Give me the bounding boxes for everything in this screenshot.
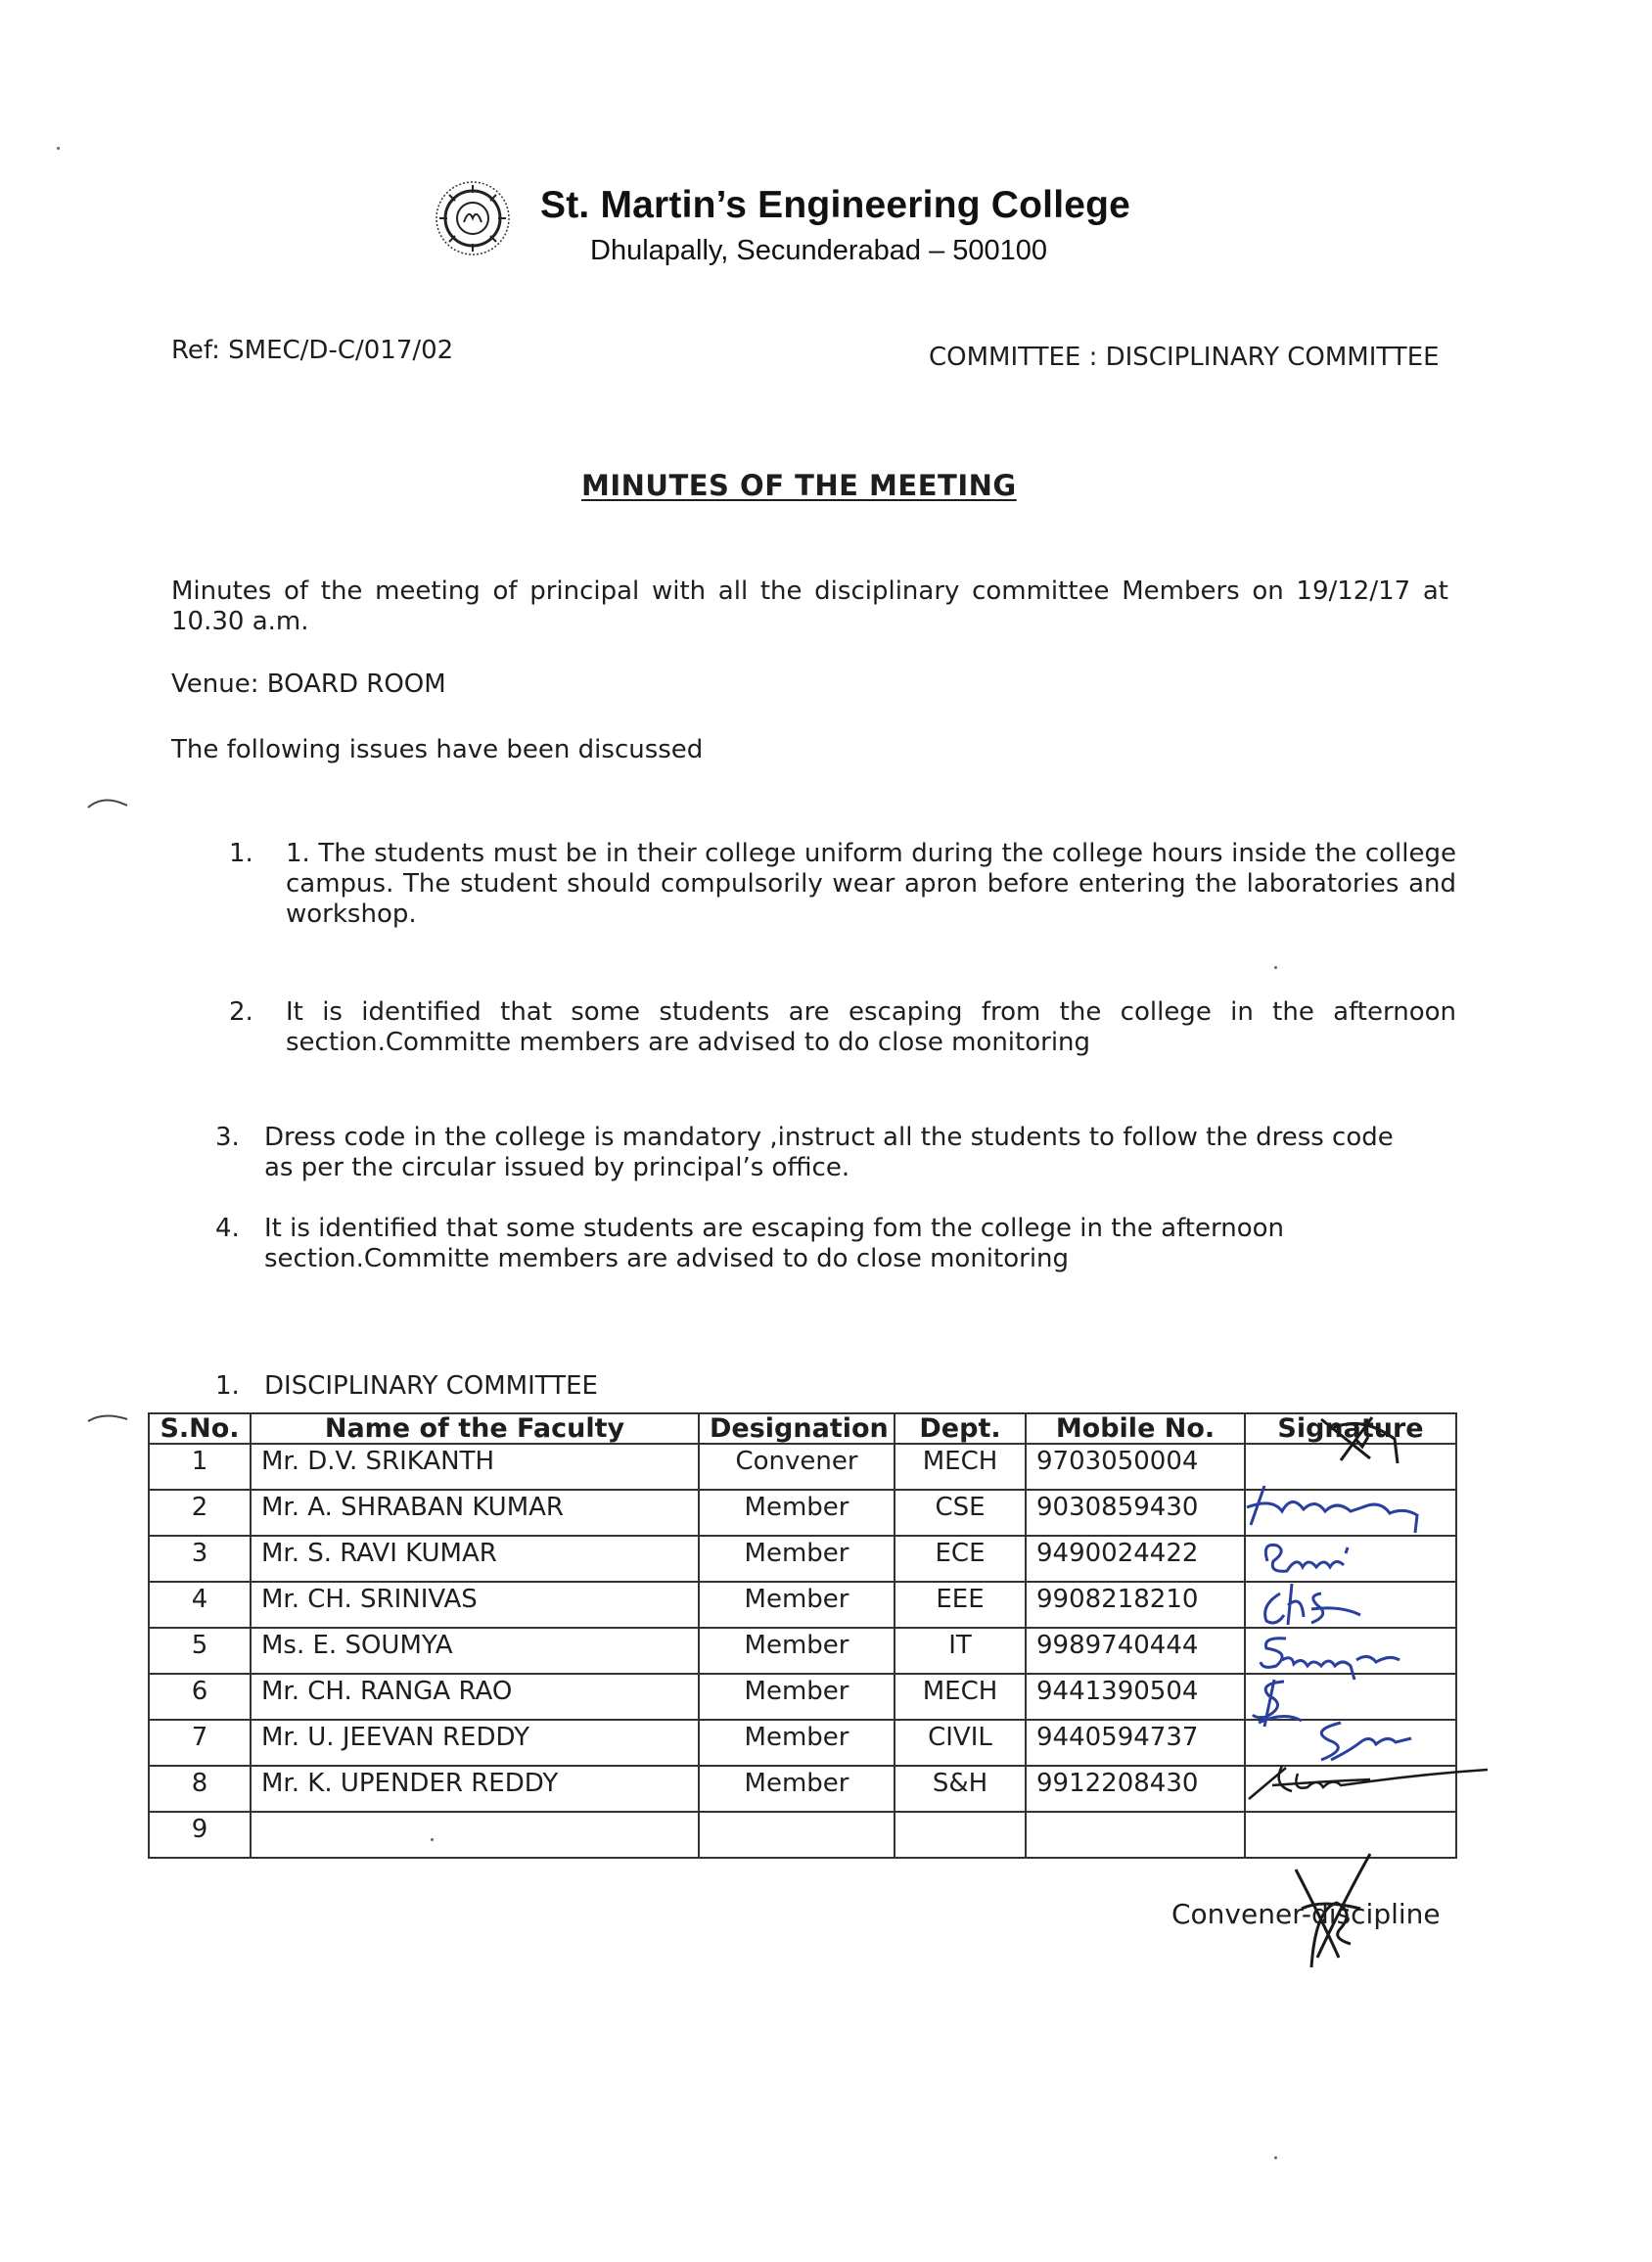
issue-text: Dress code in the college is mandatory ,instruct all the students to follow the dress code as per the circular issued by principal’s office. bbox=[264, 1123, 1394, 1182]
row-dept: CSE bbox=[895, 1490, 1026, 1536]
college-name: St. Martin’s Engineering College bbox=[540, 184, 1131, 226]
row-mobile: 9912208430 bbox=[1026, 1766, 1245, 1812]
committee-section-title bbox=[215, 1371, 598, 1402]
row-name: Ms. E. SOUMYA bbox=[251, 1628, 699, 1674]
scan-speck bbox=[431, 1838, 434, 1841]
issue-number: 1. bbox=[229, 839, 253, 868]
row-name: Mr. K. UPENDER REDDY bbox=[251, 1766, 699, 1812]
header-dept: Dept. bbox=[895, 1413, 1026, 1444]
row-sno: 9 bbox=[149, 1812, 251, 1858]
issue-item bbox=[229, 997, 1456, 1058]
row-dept: ECE bbox=[895, 1536, 1026, 1582]
row-name: Mr. A. SHRABAN KUMAR bbox=[251, 1490, 699, 1536]
venue: Venue: BOARD ROOM bbox=[171, 669, 446, 699]
issue-text: It is identified that some students are escaping from the college in the afternoon section.Committe members are advised to do close monitoring bbox=[286, 997, 1456, 1057]
header-designation: Designation bbox=[699, 1413, 895, 1444]
college-address: Dhulapally, Secunderabad – 500100 bbox=[590, 235, 1048, 266]
row-mobile: 9490024422 bbox=[1026, 1536, 1245, 1582]
issue-text: It is identified that some students are escaping fom the college in the afternoon section.Committe members are advised to do close monitoring bbox=[264, 1214, 1285, 1273]
scan-speck bbox=[1274, 2156, 1277, 2159]
row-sno: 1 bbox=[149, 1444, 251, 1490]
row-sno: 5 bbox=[149, 1628, 251, 1674]
row-designation: Member bbox=[699, 1628, 895, 1674]
issue-number: 2. bbox=[229, 997, 253, 1027]
row-dept bbox=[895, 1812, 1026, 1858]
signature-8 bbox=[1243, 1752, 1497, 1811]
convener-label: Convener-discipline bbox=[1171, 1898, 1441, 1930]
scan-speck bbox=[57, 147, 60, 150]
issue-item bbox=[229, 839, 1456, 930]
row-mobile: 9440594737 bbox=[1026, 1720, 1245, 1766]
row-designation: Member bbox=[699, 1766, 895, 1812]
table-header-row bbox=[149, 1413, 1456, 1444]
row-mobile: 9989740444 bbox=[1026, 1628, 1245, 1674]
page-title: MINUTES OF THE MEETING bbox=[581, 469, 1017, 502]
row-mobile: 9030859430 bbox=[1026, 1490, 1245, 1536]
row-designation: Member bbox=[699, 1720, 895, 1766]
row-mobile: 9703050004 bbox=[1026, 1444, 1245, 1490]
row-dept: IT bbox=[895, 1628, 1026, 1674]
table-row bbox=[149, 1812, 1456, 1858]
issue-number: 4. bbox=[215, 1214, 240, 1243]
row-sno: 2 bbox=[149, 1490, 251, 1536]
header-sno: S.No. bbox=[149, 1413, 251, 1444]
row-sno: 6 bbox=[149, 1674, 251, 1720]
issue-item bbox=[215, 1123, 1419, 1183]
row-name: Mr. S. RAVI KUMAR bbox=[251, 1536, 699, 1582]
reference-number: Ref: SMEC/D-C/017/02 bbox=[171, 336, 454, 365]
signature-2 bbox=[1243, 1478, 1429, 1535]
row-sno: 8 bbox=[149, 1766, 251, 1812]
header-mobile: Mobile No. bbox=[1026, 1413, 1245, 1444]
row-designation: Member bbox=[699, 1536, 895, 1582]
row-name: Mr. U. JEEVAN REDDY bbox=[251, 1720, 699, 1766]
issue-number: 3. bbox=[215, 1123, 240, 1152]
row-mobile bbox=[1026, 1812, 1245, 1858]
row-dept: EEE bbox=[895, 1582, 1026, 1628]
row-mobile: 9441390504 bbox=[1026, 1674, 1245, 1720]
section-title: DISCIPLINARY COMMITTEE bbox=[264, 1371, 598, 1401]
committee-name: COMMITTEE : DISCIPLINARY COMMITTEE bbox=[929, 343, 1440, 372]
row-dept: MECH bbox=[895, 1444, 1026, 1490]
scan-mark bbox=[84, 1406, 143, 1435]
signature-1 bbox=[1302, 1409, 1419, 1468]
signature-3 bbox=[1258, 1532, 1365, 1581]
issue-text: 1. The students must be in their college uniform during the college hours inside the college campus. The student should compulsorily wear apron before entering the laboratories and workshop. bbox=[286, 839, 1456, 929]
row-name: Mr. CH. RANGA RAO bbox=[251, 1674, 699, 1720]
row-name: Mr. D.V. SRIKANTH bbox=[251, 1444, 699, 1490]
section-number: 1. bbox=[215, 1371, 240, 1401]
meeting-intro: Minutes of the meeting of principal with all the disciplinary committee Members on 19/12/17 at 10.30 a.m. bbox=[171, 577, 1448, 636]
row-dept: CIVIL bbox=[895, 1720, 1026, 1766]
row-mobile: 9908218210 bbox=[1026, 1582, 1245, 1628]
row-dept: MECH bbox=[895, 1674, 1026, 1720]
header-signature: Signature bbox=[1245, 1413, 1456, 1444]
row-dept: S&H bbox=[895, 1766, 1026, 1812]
row-sno: 7 bbox=[149, 1720, 251, 1766]
issue-item bbox=[215, 1214, 1419, 1274]
college-seal-icon bbox=[434, 179, 512, 257]
row-designation: Member bbox=[699, 1674, 895, 1720]
row-sno: 4 bbox=[149, 1582, 251, 1628]
row-name bbox=[251, 1812, 699, 1858]
scan-mark bbox=[84, 788, 143, 817]
row-designation: Member bbox=[699, 1582, 895, 1628]
header-name: Name of the Faculty bbox=[251, 1413, 699, 1444]
row-designation: Convener bbox=[699, 1444, 895, 1490]
row-name: Mr. CH. SRINIVAS bbox=[251, 1582, 699, 1628]
row-sno: 3 bbox=[149, 1536, 251, 1582]
row-designation: Member bbox=[699, 1490, 895, 1536]
discussed-intro: The following issues have been discussed bbox=[171, 735, 704, 764]
row-designation bbox=[699, 1812, 895, 1858]
scan-speck bbox=[1274, 966, 1277, 969]
